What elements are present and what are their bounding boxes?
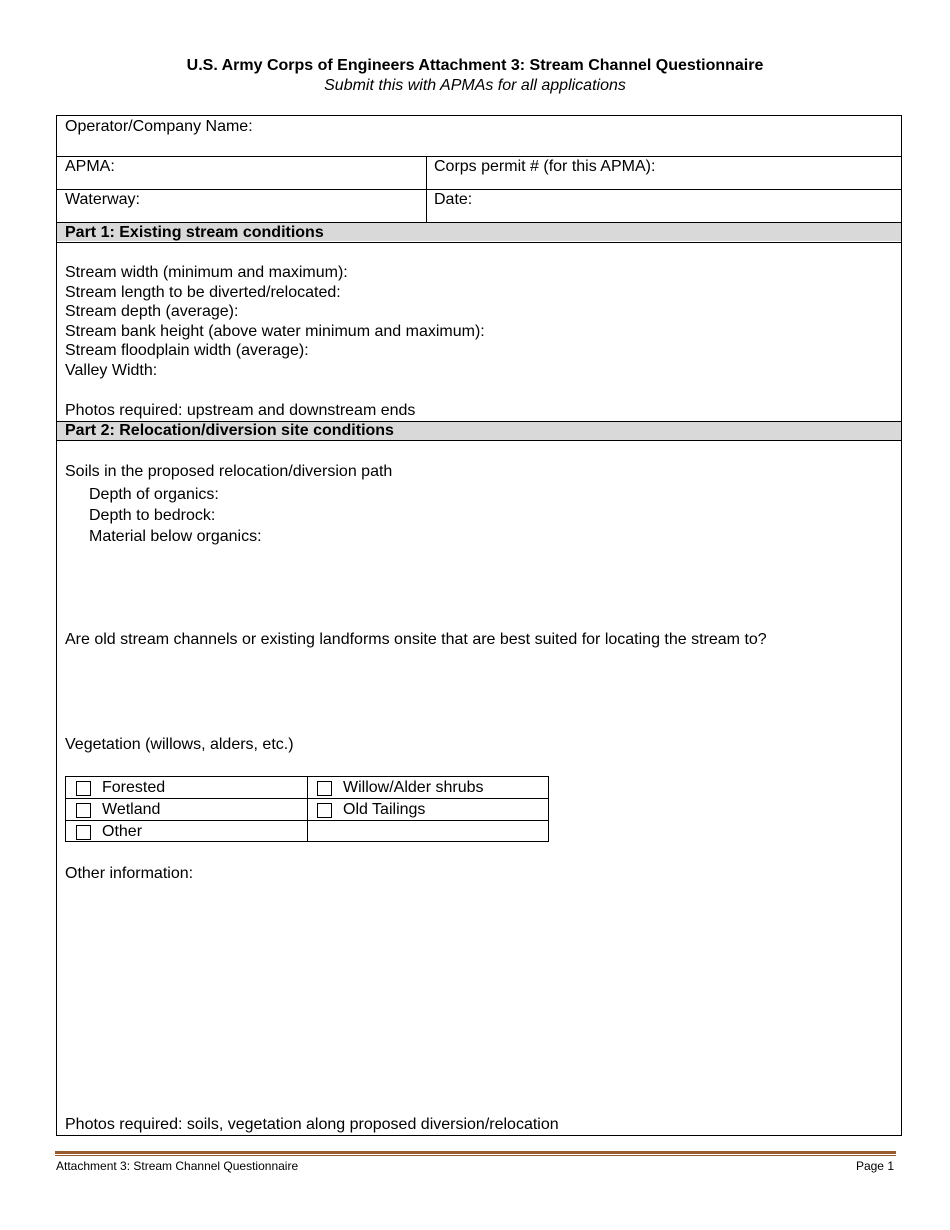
forested-option[interactable] — [76, 777, 165, 799]
divider — [57, 242, 901, 243]
divider — [57, 189, 901, 190]
operator-company-field[interactable]: Operator/Company Name: — [65, 118, 253, 135]
other-option[interactable] — [76, 821, 142, 843]
willow-alder-option[interactable] — [317, 777, 483, 799]
date-field[interactable]: Date: — [434, 191, 473, 208]
other-label: Other — [102, 823, 143, 840]
part1-photos-note: Photos required: upstream and downstream ends — [65, 402, 416, 419]
other-checkbox[interactable] — [76, 825, 91, 840]
part2-title: Part 2: Relocation/diversion site conditions — [65, 422, 394, 439]
old-tailings-checkbox[interactable] — [317, 803, 332, 818]
stream-length-field[interactable]: Stream length to be diverted/relocated: — [65, 283, 341, 301]
vegetation-options-table — [65, 776, 549, 842]
valley-width-field[interactable]: Valley Width: — [65, 361, 158, 379]
forested-label: Forested — [102, 779, 166, 796]
footer-rule — [55, 1151, 896, 1154]
soils-fields — [65, 484, 262, 547]
depth-of-organics-field[interactable]: Depth of organics: — [89, 486, 219, 503]
soils-heading: Soils in the proposed relocation/diversion path — [65, 463, 393, 480]
corps-permit-field[interactable]: Corps permit # (for this APMA): — [434, 158, 656, 175]
stream-floodplain-width-field[interactable]: Stream floodplain width (average): — [65, 342, 309, 360]
stream-width-field[interactable]: Stream width (minimum and maximum): — [65, 264, 348, 281]
column-divider — [307, 777, 308, 841]
divider — [57, 440, 901, 441]
part1-stream-measurements — [65, 263, 485, 381]
apma-field[interactable]: APMA: — [65, 158, 115, 175]
questionnaire-form — [56, 115, 902, 1136]
willow-alder-checkbox[interactable] — [317, 781, 332, 796]
divider — [57, 156, 901, 157]
waterway-field[interactable]: Waterway: — [65, 191, 140, 208]
vegetation-heading: Vegetation (willows, alders, etc.) — [65, 736, 294, 753]
document-title: U.S. Army Corps of Engineers Attachment 3: Stream Channel Questionnaire — [186, 57, 764, 74]
footer-document-name: Attachment 3: Stream Channel Questionnaire — [56, 1159, 299, 1173]
stream-depth-field[interactable]: Stream depth (average): — [65, 303, 239, 321]
old-tailings-label: Old Tailings — [343, 801, 426, 818]
material-below-organics-field[interactable]: Material below organics: — [89, 528, 262, 545]
document-subtitle: Submit this with APMAs for all applications — [324, 77, 626, 94]
footer-page-number: Page 1 — [855, 1159, 894, 1173]
wetland-label: Wetland — [102, 801, 161, 818]
stream-bank-height-field[interactable]: Stream bank height (above water minimum and maximum): — [65, 322, 485, 340]
landforms-question[interactable]: Are old stream channels or existing landforms onsite that are best suited for locating the stream to? — [65, 631, 767, 648]
part1-title: Part 1: Existing stream conditions — [65, 224, 324, 241]
footer-rule-thin — [55, 1155, 896, 1156]
old-tailings-option[interactable] — [317, 799, 425, 821]
willow-alder-label: Willow/Alder shrubs — [343, 779, 484, 796]
wetland-option[interactable] — [76, 799, 160, 821]
forested-checkbox[interactable] — [76, 781, 91, 796]
wetland-checkbox[interactable] — [76, 803, 91, 818]
part2-photos-note: Photos required: soils, vegetation along proposed diversion/relocation — [65, 1116, 559, 1133]
depth-to-bedrock-field[interactable]: Depth to bedrock: — [89, 507, 216, 524]
other-information-field[interactable]: Other information: — [65, 865, 194, 882]
